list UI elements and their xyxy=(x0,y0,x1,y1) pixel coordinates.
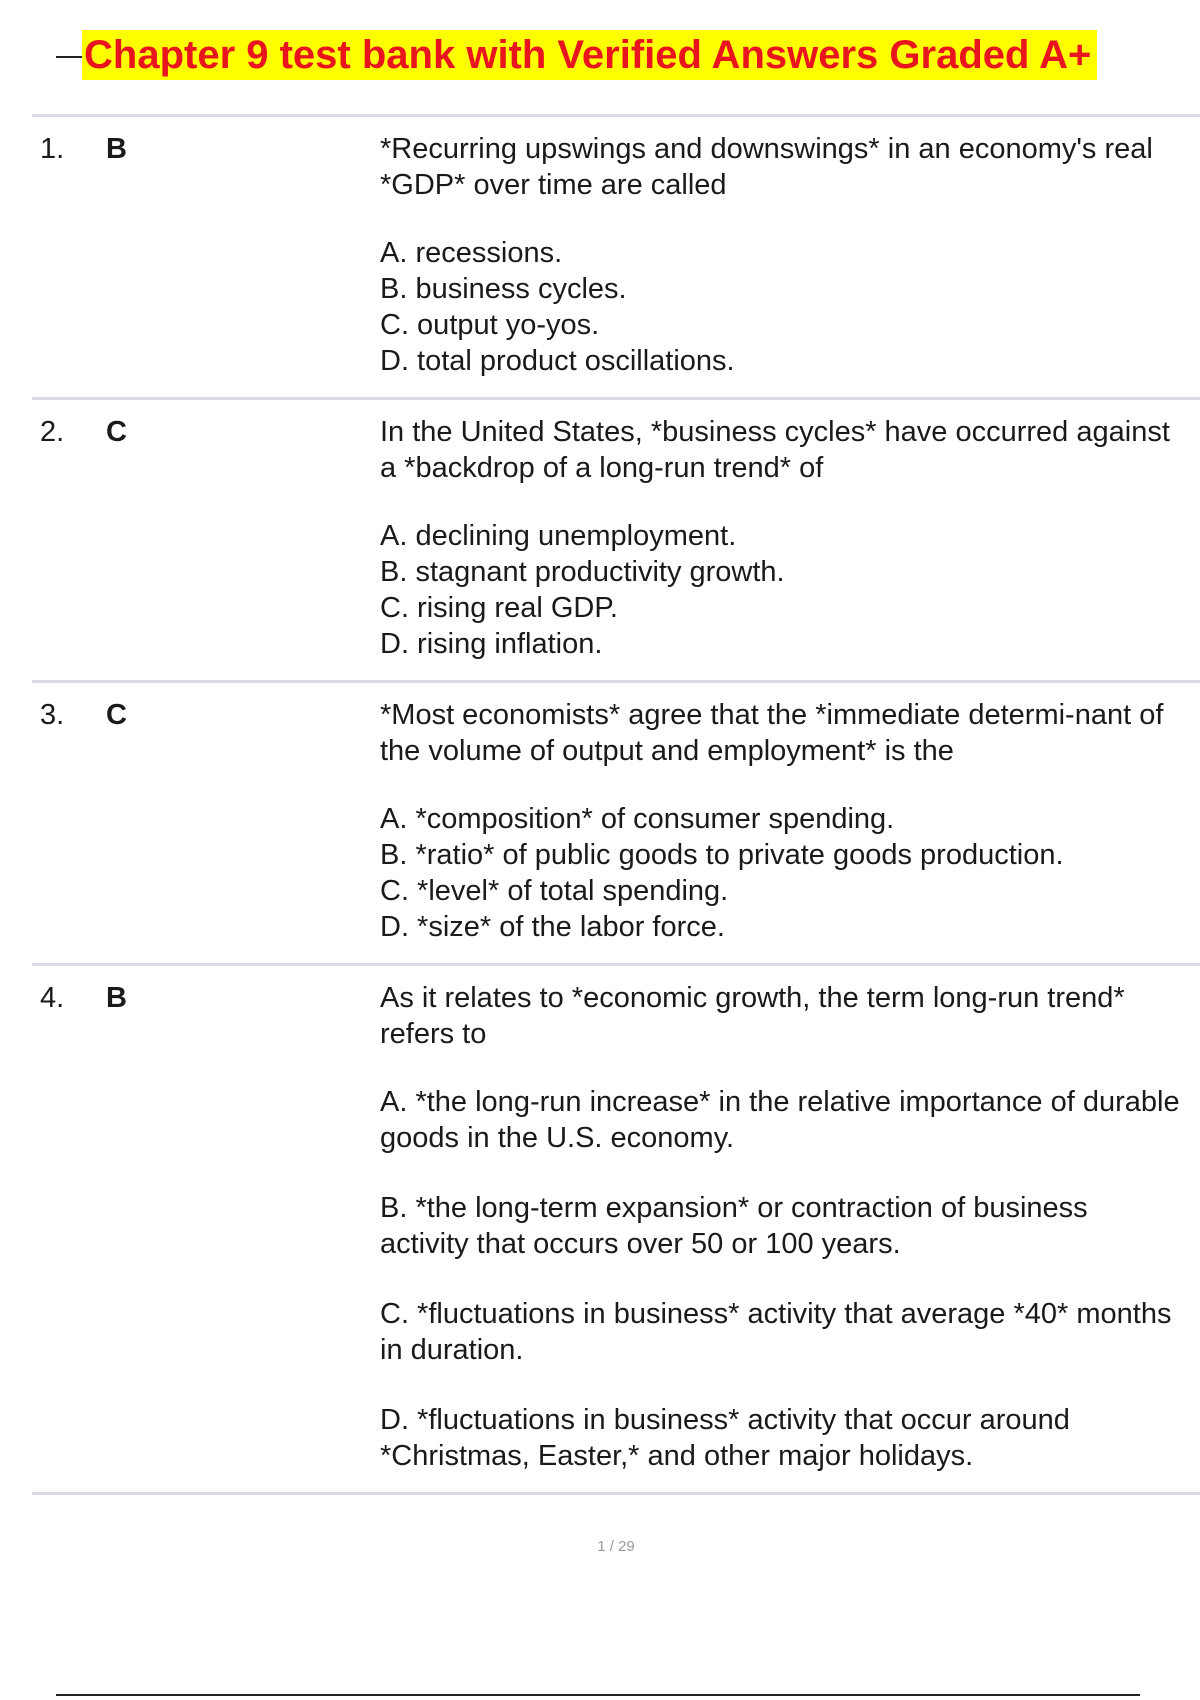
bottom-rule xyxy=(56,1694,1140,1696)
option-b: B. business cycles. xyxy=(380,273,627,305)
question-answer: C xyxy=(106,416,127,448)
option-a: A. *the long-run increase* in the relative importance of durable goods in the U.S. economy. xyxy=(380,1086,1180,1154)
question-list xyxy=(32,114,1200,1495)
question-text: *Recurring upswings and downswings* in an economy's real *GDP* over time are called xyxy=(380,133,1153,201)
question-answer: B xyxy=(106,133,127,165)
question-item-2 xyxy=(32,400,1200,683)
option-b: B. *ratio* of public goods to private goods production. xyxy=(380,839,1064,871)
option-a: A. declining unemployment. xyxy=(380,520,737,552)
option-c: C. rising real GDP. xyxy=(380,592,618,624)
option-c: C. output yo-yos. xyxy=(380,309,600,341)
page-title: Chapter 9 test bank with Verified Answers Graded A+ xyxy=(82,30,1097,80)
question-number: 1. xyxy=(40,133,65,165)
option-d: D. *size* of the labor force. xyxy=(380,911,725,943)
option-b: B. *the long-term expansion* or contraction of business activity that occurs over 50 or 100 years. xyxy=(380,1192,1088,1260)
question-number: 4. xyxy=(40,982,65,1014)
question-number: 2. xyxy=(40,416,65,448)
question-body xyxy=(380,980,1180,1474)
option-a: A. *composition* of consumer spending. xyxy=(380,803,895,835)
question-item-3 xyxy=(32,683,1200,966)
title-dash xyxy=(56,56,82,58)
question-text: In the United States, *business cycles* have occurred against a *backdrop of a long-run trend* of xyxy=(380,416,1170,484)
question-body xyxy=(380,131,1180,379)
option-a: A. recessions. xyxy=(380,237,563,269)
option-c: C. *level* of total spending. xyxy=(380,875,729,907)
title-block xyxy=(56,30,1097,80)
question-item-4 xyxy=(32,966,1200,1495)
option-b: B. stagnant productivity growth. xyxy=(380,556,785,588)
option-c: C. *fluctuations in business* activity that average *40* months in duration. xyxy=(380,1298,1172,1366)
question-body xyxy=(380,414,1180,662)
page-indicator: 1 / 29 xyxy=(597,1538,635,1555)
question-item-1 xyxy=(32,117,1200,400)
question-answer: C xyxy=(106,699,127,731)
question-body xyxy=(380,697,1180,945)
question-text: As it relates to *economic growth, the term long-run trend* refers to xyxy=(380,982,1125,1050)
question-number: 3. xyxy=(40,699,65,731)
option-d: D. total product oscillations. xyxy=(380,345,735,377)
option-d: D. *fluctuations in business* activity that occur around *Christmas, Easter,* and other major holidays. xyxy=(380,1404,1070,1472)
question-answer: B xyxy=(106,982,127,1014)
option-d: D. rising inflation. xyxy=(380,628,603,660)
question-text: *Most economists* agree that the *immediate determi-nant of the volume of output and employment* is the xyxy=(380,699,1164,767)
